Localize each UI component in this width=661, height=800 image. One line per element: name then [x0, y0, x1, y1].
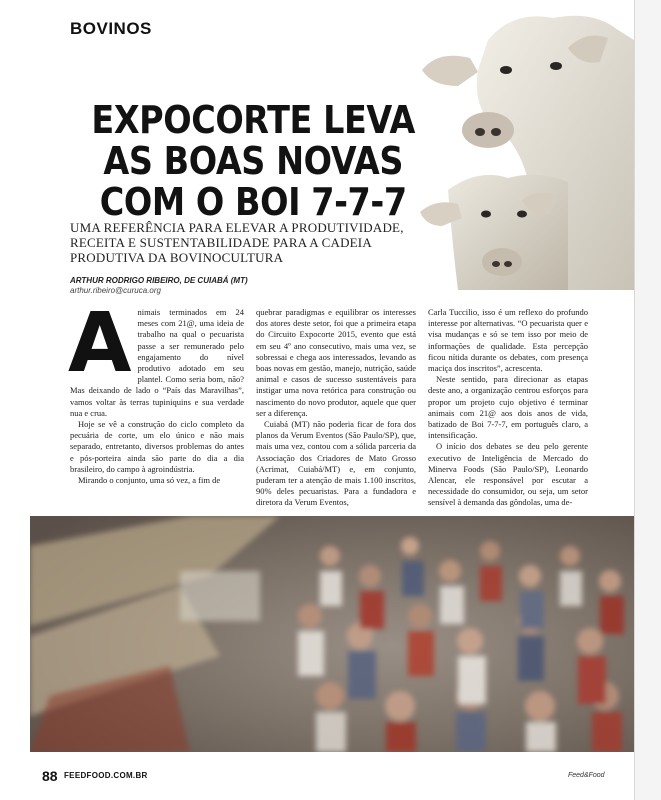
page-gutter — [634, 0, 661, 800]
paragraph: quebrar paradigmas e equilibrar os interesses dos atores deste setor, foi que a primeira etapa do Circuito Expocorte 2015, evento que está em seu 4º ano consecutivo, mais uma vez, se sobressai e chega aos interessados, levando as boas novas em gestão, manejo, nutrição, saúde animal e casos de sucesso sustentáveis para instigar uma nova retórica para construção ou nascimento do novo produtor, aquele que quer ser a diferença. — [256, 307, 416, 418]
body-column-3 — [428, 307, 588, 509]
headline-line: EXPOCORTE LEVA — [91, 98, 415, 142]
headline — [64, 100, 442, 223]
paragraph: Neste sentido, para direcionar as etapas deste ano, a organização centrou esforços para propor um projeto cujo objetivo é terminar animais com 21@ aos dois anos de vida, batizado de Boi 7-7-7, em português claro, a intensificação. — [428, 374, 588, 441]
crowd-photo — [30, 516, 634, 752]
paragraph: Hoje se vê a construção do ciclo completo da pecuária de corte, um elo único e não mais separado, entretanto, diversos problemas do antes e pós-porteira ainda são parte do dia a dia brasileiro, do campo à agroindústria. — [70, 419, 244, 474]
paragraph: nimais terminados em 24 meses com 21@, uma ideia de trabalho na qual o pecuarista passe a ser remunerado pelo engajamento do nível produtivo adotado em seu plantel. Como seria bom, não? Mas deixando de lado o “País das Maravilhas”, vamos voltar às terras tupiniquins e sua verdade nua e crua. — [70, 307, 244, 418]
site-url: FEEDFOOD.COM.BR — [64, 771, 148, 780]
subheadline: UMA REFERÊNCIA PARA ELEVAR A PRODUTIVIDADE, RECEITA E SUSTENTABILIDADE PARA A CADEIA PRODUTIVA DA BOVINOCULTURA — [70, 220, 404, 265]
headline-line: AS BOAS NOVAS — [103, 139, 404, 183]
cattle-photo — [418, 0, 634, 290]
page-number: 88 — [42, 768, 58, 784]
section-label: BOVINOS — [70, 19, 152, 38]
headline-line: COM O BOI 7-7-7 — [99, 180, 407, 224]
paragraph: Carla Tuccilio, isso é um reflexo do profundo interesse por alternativas. “O pecuarista quer e visa mudanças e só se tem isso por meio de informações de qualidade. Esta percepção ficou nítida durante os debates, com presença maciça dos inscritos”, acrescenta. — [428, 307, 588, 374]
drop-cap: A — [68, 296, 132, 391]
author-email: arthur.ribeiro@curuca.org — [70, 286, 161, 295]
author-byline: ARTHUR RODRIGO RIBEIRO, DE CUIABÁ (MT) — [70, 276, 248, 285]
magazine-name: Feed&Food — [568, 772, 605, 779]
paragraph: Cuiabá (MT) não poderia ficar de fora dos planos da Verum Eventos (São Paulo/SP), que, mais uma vez, contou com a sólida parceria da Associação dos Criadores de Mato Grosso (Acrimat, Cuiabá/MT) e, em conjunto, puderam ter a atenção de mais 1.100 inscritos, 90% deles pecuaristas. Para a fundadora e diretora da Verum Eventos, — [256, 419, 416, 508]
paragraph: O início dos debates se deu pelo gerente executivo de Inteligência de Mercado do Minerva Foods (São Paulo/SP), Leonardo Alencar, ele responsável por escutar a necessidade do consumidor, ou seja, um setor sensível à demanda das gôndolas, uma de- — [428, 441, 588, 508]
body-column-1 — [68, 296, 244, 486]
body-column-2 — [256, 307, 416, 509]
paragraph: Mirando o conjunto, uma só vez, a fim de — [78, 475, 221, 486]
